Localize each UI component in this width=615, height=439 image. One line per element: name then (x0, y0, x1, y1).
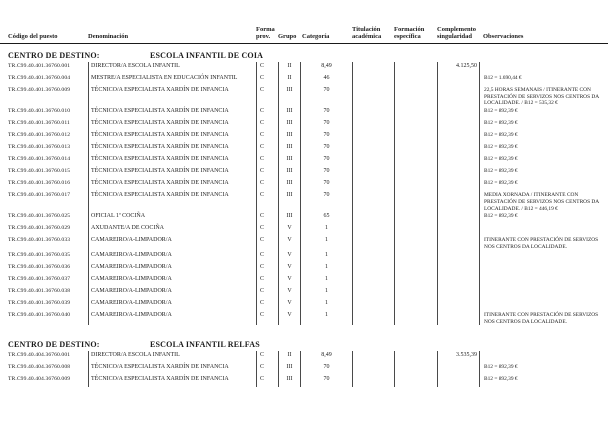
cell-observaciones: B12 = 892,39 € (479, 167, 608, 179)
cell-titulacion (352, 287, 394, 299)
cell-denominacion: MESTRE/A ESPECIALISTA EN EDUCACIÓN INFANTIL (88, 74, 256, 86)
cell-grupo: III (278, 155, 300, 167)
cell-observaciones: ITINERANTE CON PRESTACIÓN DE SERVIZOS NOS CENTROS DA LOCALIDADE. (479, 311, 608, 326)
cell-grupo: V (278, 263, 300, 275)
cell-forma-prov: C (256, 363, 278, 375)
cell-complemento: 4.125,50 (437, 62, 479, 74)
cell-formacion (394, 131, 437, 143)
cell-codigo: TR.C99.40.401.36760.038 (8, 287, 71, 294)
cell-complemento: 3.535,39 (437, 351, 479, 363)
cell-denominacion: CAMAREIRO/A-LIMPADOR/A (88, 299, 256, 311)
cell-titulacion (352, 224, 394, 236)
cell-forma-prov: C (256, 107, 278, 119)
cell-grupo: III (278, 179, 300, 191)
cell-codigo: TR.C99.40.404.36760.008 (8, 364, 71, 371)
cell-codigo: TR.C99.40.404.36760.001 (8, 352, 71, 359)
cell-denominacion: TÉCNICO/A ESPECIALISTA XARDÍN DE INFANCIA (88, 131, 256, 143)
cell-denominacion: TÉCNICO/A ESPECIALISTA XARDÍN DE INFANCIA (88, 167, 256, 179)
table-row (0, 119, 608, 131)
table-row (0, 167, 608, 179)
cell-forma-prov: C (256, 212, 278, 224)
cell-grupo: III (278, 191, 300, 212)
cell-forma-prov: C (256, 167, 278, 179)
cell-codigo: TR.C99.40.401.36760.016 (8, 180, 71, 187)
cell-categoria: 65 (300, 212, 352, 224)
cell-forma-prov: C (256, 236, 278, 251)
cell-forma-prov: C (256, 191, 278, 212)
cell-grupo: V (278, 275, 300, 287)
cell-codigo: TR.C99.40.401.36760.035 (8, 251, 71, 258)
cell-observaciones (479, 275, 608, 287)
cell-forma-prov: C (256, 275, 278, 287)
cell-observaciones: B12 = 892,39 € (479, 107, 608, 119)
table-row (0, 224, 608, 236)
cell-denominacion: CAMAREIRO/A-LIMPADOR/A (88, 311, 256, 326)
cell-titulacion (352, 275, 394, 287)
cell-formacion (394, 179, 437, 191)
cell-complemento (437, 375, 479, 387)
cell-formacion (394, 74, 437, 86)
cell-grupo: III (278, 143, 300, 155)
cell-complemento (437, 167, 479, 179)
cell-categoria: 70 (300, 119, 352, 131)
cell-denominacion: CAMAREIRO/A-LIMPADOR/A (88, 236, 256, 251)
cell-complemento (437, 74, 479, 86)
table-row (0, 363, 608, 375)
cell-denominacion: TÉCNICO/A ESPECIALISTA XARDÍN DE INFANCIA (88, 179, 256, 191)
cell-formacion (394, 212, 437, 224)
cell-complemento (437, 212, 479, 224)
cell-denominacion: CAMAREIRO/A-LIMPADOR/A (88, 263, 256, 275)
cell-titulacion (352, 74, 394, 86)
table-row (0, 62, 608, 74)
table-row (0, 263, 608, 275)
cell-titulacion (352, 351, 394, 363)
cell-titulacion (352, 143, 394, 155)
cell-titulacion (352, 363, 394, 375)
cell-codigo: TR.C99.40.401.36760.039 (8, 299, 71, 306)
cell-denominacion: TÉCNICO/A ESPECIALISTA XARDÍN DE INFANCIA (88, 107, 256, 119)
cell-denominacion: DIRECTOR/A ESCOLA INFANTIL (88, 351, 256, 363)
cell-titulacion (352, 251, 394, 263)
cell-complemento (437, 299, 479, 311)
cell-titulacion (352, 119, 394, 131)
cell-complemento (437, 236, 479, 251)
section-header-relfas (8, 340, 608, 349)
cell-forma-prov: C (256, 179, 278, 191)
cell-formacion (394, 167, 437, 179)
cell-observaciones (479, 263, 608, 275)
cell-formacion (394, 251, 437, 263)
cell-formacion (394, 224, 437, 236)
column-header-categoria: Categoría (302, 33, 330, 41)
cell-codigo: TR.C99.40.401.36760.013 (8, 144, 71, 151)
table-row (0, 236, 608, 251)
cell-codigo: TR.C99.40.401.36760.025 (8, 213, 71, 220)
cell-grupo: V (278, 299, 300, 311)
cell-categoria: 1 (300, 311, 352, 326)
cell-codigo: TR.C99.40.401.36760.010 (8, 108, 71, 115)
cell-forma-prov: C (256, 351, 278, 363)
cell-observaciones: ITINERANTE CON PRESTACIÓN DE SERVIZOS NOS CENTROS DA LOCALIDADE. (479, 236, 608, 251)
column-header-denominacion: Denominación (88, 33, 129, 41)
column-header-formacion: Formación específica (394, 26, 425, 41)
cell-complemento (437, 224, 479, 236)
cell-formacion (394, 191, 437, 212)
cell-complemento (437, 287, 479, 299)
cell-complemento (437, 275, 479, 287)
cell-complemento (437, 107, 479, 119)
table-row (0, 74, 608, 86)
table-row (0, 287, 608, 299)
cell-titulacion (352, 236, 394, 251)
table-row (0, 351, 608, 363)
cell-codigo: TR.C99.40.401.36760.033 (8, 237, 71, 244)
cell-grupo: III (278, 375, 300, 387)
cell-formacion (394, 263, 437, 275)
table-row (0, 251, 608, 263)
cell-titulacion (352, 311, 394, 326)
cell-categoria: 8,49 (300, 351, 352, 363)
cell-categoria: 46 (300, 74, 352, 86)
cell-observaciones: B12 = 892,39 € (479, 179, 608, 191)
cell-grupo: II (278, 62, 300, 74)
column-header-codigo: Código del puesto (8, 33, 58, 41)
cell-grupo: III (278, 131, 300, 143)
cell-titulacion (352, 131, 394, 143)
cell-grupo: III (278, 167, 300, 179)
cell-titulacion (352, 212, 394, 224)
cell-titulacion (352, 62, 394, 74)
cell-categoria: 1 (300, 236, 352, 251)
cell-categoria: 70 (300, 131, 352, 143)
cell-grupo: III (278, 107, 300, 119)
cell-formacion (394, 287, 437, 299)
cell-forma-prov: C (256, 119, 278, 131)
cell-observaciones (479, 224, 608, 236)
section-header-coia (8, 51, 608, 60)
cell-codigo: TR.C99.40.401.36760.015 (8, 168, 71, 175)
cell-forma-prov: C (256, 299, 278, 311)
cell-codigo: TR.C99.40.401.36760.037 (8, 275, 71, 282)
cell-denominacion: TÉCNICO/A ESPECIALISTA XARDÍN DE INFANCIA (88, 143, 256, 155)
cell-grupo: V (278, 311, 300, 326)
cell-formacion (394, 299, 437, 311)
cell-forma-prov: C (256, 86, 278, 107)
cell-forma-prov: C (256, 62, 278, 74)
cell-observaciones: MEDIA XORNADA / ITINERANTE CON PRESTACIÓN DE SERVIZOS NOS CENTROS DA LOCALIDADE. / B12 = 446,19 € (479, 191, 608, 212)
cell-complemento (437, 143, 479, 155)
cell-categoria: 70 (300, 363, 352, 375)
section-title-relfas: ESCOLA INFANTIL RELFAS (150, 340, 260, 350)
cell-complemento (437, 131, 479, 143)
cell-categoria: 1 (300, 287, 352, 299)
cell-denominacion: TÉCNICO/A ESPECIALISTA XARDÍN DE INFANCIA (88, 155, 256, 167)
cell-denominacion: TÉCNICO/A ESPECIALISTA XARDÍN DE INFANCIA (88, 375, 256, 387)
cell-observaciones (479, 287, 608, 299)
cell-observaciones: B12 = 892,39 € (479, 131, 608, 143)
cell-categoria: 70 (300, 167, 352, 179)
cell-grupo: II (278, 74, 300, 86)
cell-complemento (437, 86, 479, 107)
column-header-observaciones: Observaciones (483, 33, 524, 41)
cell-categoria: 8,49 (300, 62, 352, 74)
cell-titulacion (352, 86, 394, 107)
cell-complemento (437, 155, 479, 167)
cell-denominacion: CAMAREIRO/A-LIMPADOR/A (88, 287, 256, 299)
cell-codigo: TR.C99.40.401.36760.029 (8, 225, 71, 232)
cell-forma-prov: C (256, 155, 278, 167)
cell-observaciones: B12 = 892,39 € (479, 212, 608, 224)
cell-grupo: V (278, 236, 300, 251)
cell-formacion (394, 86, 437, 107)
cell-complemento (437, 179, 479, 191)
cell-complemento (437, 263, 479, 275)
cell-titulacion (352, 375, 394, 387)
cell-formacion (394, 155, 437, 167)
cell-formacion (394, 143, 437, 155)
cell-titulacion (352, 191, 394, 212)
cell-categoria: 70 (300, 375, 352, 387)
cell-titulacion (352, 107, 394, 119)
table-row (0, 179, 608, 191)
column-header-grupo: Grupo (278, 33, 297, 41)
cell-categoria: 70 (300, 86, 352, 107)
cell-forma-prov: C (256, 263, 278, 275)
cell-codigo: TR.C99.40.401.36760.004 (8, 74, 71, 81)
cell-formacion (394, 375, 437, 387)
cell-codigo: TR.C99.40.404.36760.009 (8, 376, 71, 383)
cell-categoria: 1 (300, 299, 352, 311)
cell-categoria: 70 (300, 143, 352, 155)
cell-formacion (394, 119, 437, 131)
cell-categoria: 70 (300, 191, 352, 212)
cell-denominacion: DIRECTOR/A ESCOLA INFANTIL (88, 62, 256, 74)
section-rows-coia (0, 62, 608, 326)
cell-grupo: III (278, 119, 300, 131)
section-gap (0, 325, 608, 333)
cell-complemento (437, 191, 479, 212)
column-header-forma-prov: Forma prov. (256, 26, 275, 41)
cell-codigo: TR.C99.40.401.36760.040 (8, 311, 71, 318)
table-row (0, 375, 608, 387)
cell-categoria: 1 (300, 251, 352, 263)
table-row (0, 131, 608, 143)
cell-categoria: 1 (300, 275, 352, 287)
column-header-titulacion: Titulación académica (352, 26, 382, 41)
cell-forma-prov: C (256, 311, 278, 326)
table-row (0, 299, 608, 311)
cell-complemento (437, 311, 479, 326)
cell-titulacion (352, 263, 394, 275)
cell-observaciones: B12 = 892,39 € (479, 143, 608, 155)
cell-grupo: III (278, 363, 300, 375)
cell-observaciones: 22,5 HORAS SEMANAIS / ITINERANTE CON PRESTACIÓN DE SERVIZOS NOS CENTROS DA LOCALIDADE. / B12 = 535,32 € (479, 86, 608, 107)
cell-codigo: TR.C99.40.401.36760.012 (8, 132, 71, 139)
cell-denominacion: CAMAREIRO/A-LIMPADOR/A (88, 275, 256, 287)
cell-grupo: III (278, 86, 300, 107)
table-header-row (0, 0, 608, 44)
cell-codigo: TR.C99.40.401.36760.017 (8, 192, 71, 199)
cell-titulacion (352, 167, 394, 179)
table-row (0, 311, 608, 326)
cell-codigo: TR.C99.40.401.36760.001 (8, 62, 71, 69)
cell-formacion (394, 363, 437, 375)
section-label: CENTRO DE DESTINO: (8, 340, 100, 350)
cell-formacion (394, 236, 437, 251)
cell-observaciones (479, 351, 608, 363)
cell-forma-prov: C (256, 375, 278, 387)
table-row (0, 275, 608, 287)
cell-grupo: V (278, 287, 300, 299)
cell-observaciones (479, 299, 608, 311)
cell-forma-prov: C (256, 224, 278, 236)
cell-denominacion: TÉCNICO/A ESPECIALISTA XARDÍN DE INFANCIA (88, 363, 256, 375)
cell-categoria: 70 (300, 155, 352, 167)
cell-observaciones: B12 = 1.690,44 € (479, 74, 608, 86)
cell-observaciones: B12 = 892,39 € (479, 119, 608, 131)
cell-codigo: TR.C99.40.401.36760.011 (8, 120, 70, 127)
cell-formacion (394, 62, 437, 74)
cell-observaciones: B12 = 892,39 € (479, 155, 608, 167)
cell-grupo: II (278, 351, 300, 363)
cell-denominacion: TÉCNICO/A ESPECIALISTA XARDÍN DE INFANCIA (88, 191, 256, 212)
cell-denominacion: OFICIAL 1ª COCIÑA (88, 212, 256, 224)
table-row (0, 143, 608, 155)
cell-formacion (394, 351, 437, 363)
cell-titulacion (352, 299, 394, 311)
cell-forma-prov: C (256, 251, 278, 263)
cell-denominacion: TÉCNICO/A ESPECIALISTA XARDÍN DE INFANCIA (88, 86, 256, 107)
cell-complemento (437, 363, 479, 375)
table-row (0, 155, 608, 167)
cell-categoria: 1 (300, 224, 352, 236)
cell-grupo: III (278, 212, 300, 224)
section-label: CENTRO DE DESTINO: (8, 50, 100, 60)
cell-formacion (394, 311, 437, 326)
cell-complemento (437, 119, 479, 131)
cell-observaciones: B12 = 892,39 € (479, 363, 608, 375)
cell-codigo: TR.C99.40.401.36760.014 (8, 156, 71, 163)
cell-observaciones: B12 = 892,39 € (479, 375, 608, 387)
cell-titulacion (352, 155, 394, 167)
cell-grupo: V (278, 251, 300, 263)
cell-forma-prov: C (256, 131, 278, 143)
cell-titulacion (352, 179, 394, 191)
cell-formacion (394, 275, 437, 287)
cell-codigo: TR.C99.40.401.36760.009 (8, 86, 71, 93)
cell-observaciones (479, 251, 608, 263)
table-row (0, 86, 608, 107)
cell-grupo: V (278, 224, 300, 236)
column-header-complemento: Complemento singularidad (437, 26, 476, 41)
section-title-coia: ESCOLA INFANTIL DE COIA (150, 50, 264, 60)
cell-categoria: 70 (300, 107, 352, 119)
cell-observaciones (479, 62, 608, 74)
cell-formacion (394, 107, 437, 119)
cell-forma-prov: C (256, 287, 278, 299)
cell-complemento (437, 251, 479, 263)
cell-denominacion: TÉCNICO/A ESPECIALISTA XARDÍN DE INFANCIA (88, 119, 256, 131)
table-row (0, 191, 608, 212)
cell-denominacion: CAMAREIRO/A-LIMPADOR/A (88, 251, 256, 263)
cell-forma-prov: C (256, 74, 278, 86)
cell-codigo: TR.C99.40.401.36760.036 (8, 263, 71, 270)
cell-categoria: 70 (300, 179, 352, 191)
cell-categoria: 1 (300, 263, 352, 275)
cell-denominacion: AXUDANTE/A DE COCIÑA (88, 224, 256, 236)
cell-forma-prov: C (256, 143, 278, 155)
section-rows-relfas (0, 351, 608, 387)
table-row (0, 107, 608, 119)
table-row (0, 212, 608, 224)
